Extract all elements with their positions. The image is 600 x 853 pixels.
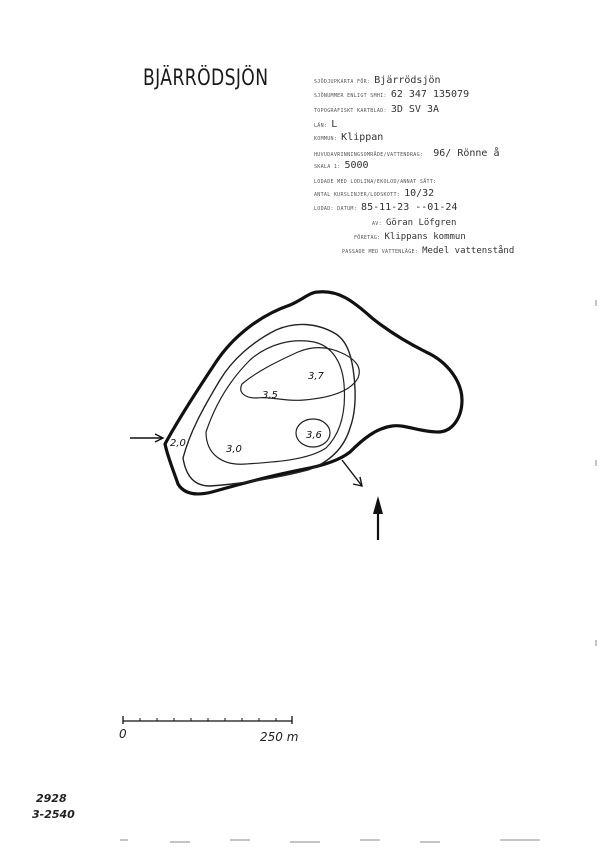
shoreline [165, 292, 462, 494]
field-county: LÄN: L [314, 119, 338, 130]
scan-noise [120, 300, 596, 842]
field-lake-number: SJÖNUMMER ENLIGT SMHI: 62 347 135079 [314, 89, 470, 100]
depth-label-3-0: 3,0 [226, 444, 242, 455]
contour-3-5 [241, 348, 359, 401]
scale-start-label: 0 [119, 727, 127, 741]
field-water-level: PASSADE MED VATTENLÄGE: Medel vattenstånd [342, 246, 515, 256]
field-drainage-area: HUVUDAVRINNINGSOMRÅDE/VATTENDRAG: 96/ Rönne å [314, 148, 500, 159]
scale-end-label: 250 m [260, 730, 299, 744]
scale-bar [119, 716, 298, 744]
north-arrow-icon [373, 496, 383, 540]
field-municipality: KOMMUN: Klippan [314, 132, 384, 143]
note-reference: 3-2540 [32, 808, 75, 821]
depth-label-3-5: 3,5 [262, 390, 278, 401]
field-survey-date: LODAD: DATUM: 85-11-23 --01-24 [314, 202, 458, 213]
inflow-arrow-icon [130, 434, 163, 442]
field-surveyor: AV: Göran Löfgren [372, 218, 457, 228]
field-scale: SKALA 1: 5000 [314, 160, 369, 171]
depth-label-3-6: 3,6 [306, 430, 322, 441]
field-method: LODADE MED LODLINA/EKOLOD/ANNAT SÄTT: [314, 179, 437, 185]
map-title: BJÄRRÖDSJÖN [143, 66, 269, 91]
field-topo-sheet: TOPOGRAFISKT KARTBLAD: 3D SV 3A [314, 104, 439, 115]
outflow-arrow-icon [342, 460, 362, 486]
field-company: FÖRETAG: Klippans kommun [354, 232, 466, 242]
field-survey-lines: ANTAL KURSLINJER/LODSKOTT: 10/32 [314, 188, 435, 199]
depth-label-3-7: 3,7 [308, 371, 324, 382]
depth-label-2-0: 2,0 [170, 438, 186, 449]
field-lake-name: SJÖDJUPKARTA FÖR: Bjärrödsjön [314, 75, 441, 86]
note-map-number: 2928 [36, 792, 67, 805]
